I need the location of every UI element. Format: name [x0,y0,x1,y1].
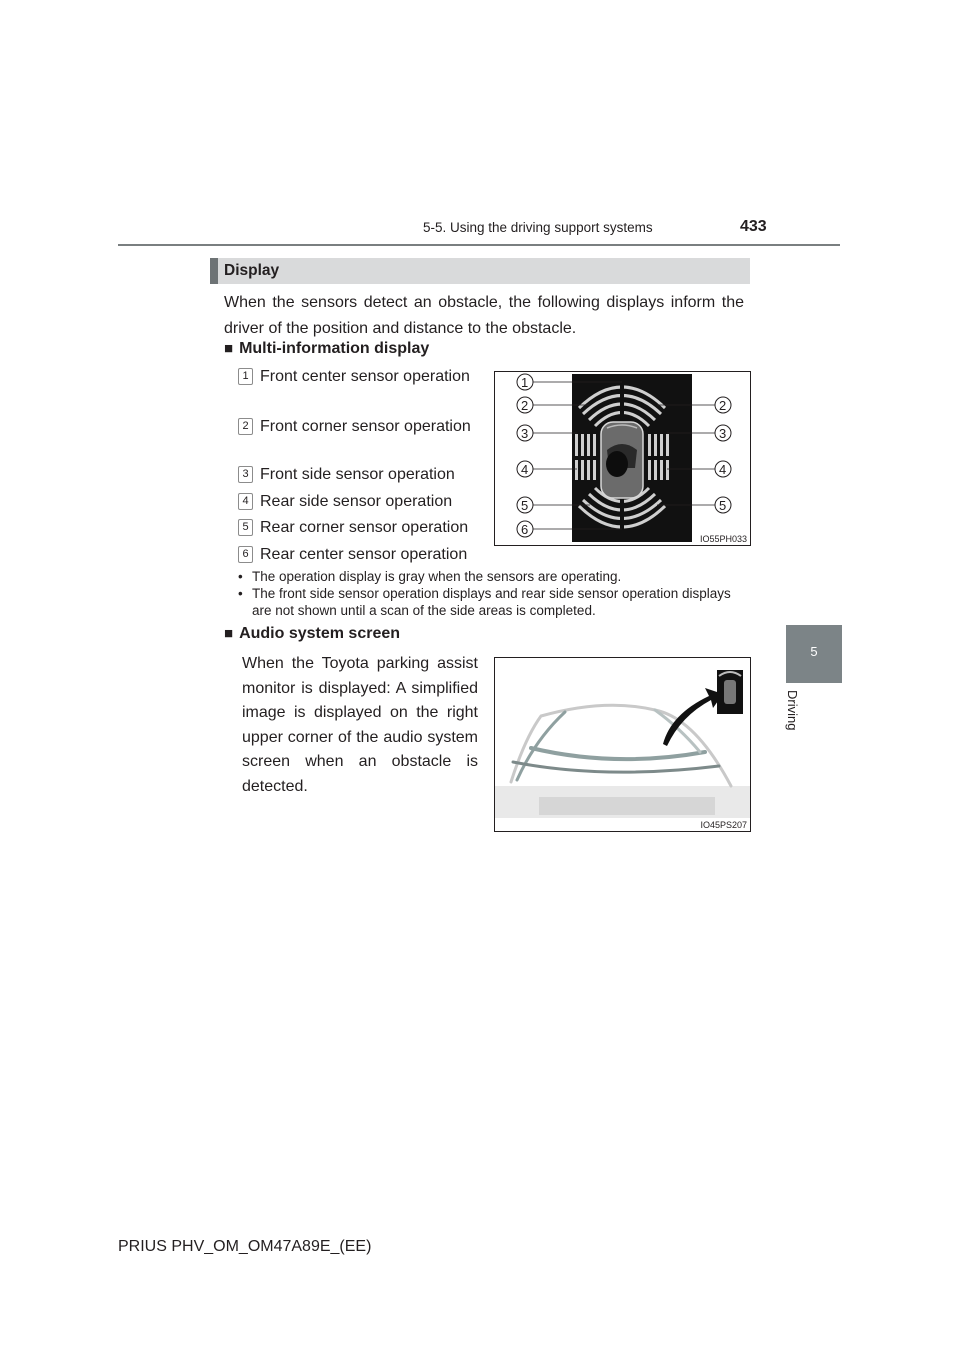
list-item-text: Rear side sensor operation [260,493,453,510]
callouts-left [517,374,533,537]
intro-paragraph: When the sensors detect an obstacle, the following displays inform the driver of the position and distance to the obstacle. [224,294,744,337]
list-item-text: Front side sensor operation [260,466,455,483]
list-item-text: Front corner sensor operation [260,418,471,435]
bullet-icon: • [238,586,243,601]
callout-label: 5 [521,498,529,513]
note-text: The front side sensor operation displays and rear side sensor operation displays are not shown until a scan of the side areas is completed. [252,586,731,618]
car-icon [601,422,643,498]
audio-screen-illustration [495,658,750,831]
multi-info-heading [224,340,429,358]
callout-label: 3 [521,426,529,441]
list-item [238,491,478,515]
callout-label: 4 [521,462,529,477]
section-heading [210,258,750,284]
running-header: 5-5. Using the driving support systems [423,220,653,235]
multi-info-heading-text: Multi-information display [239,340,430,357]
page-number: 433 [740,218,767,235]
sensor-display-illustration [495,372,750,545]
number-badge-icon: 5 [238,519,253,536]
number-badge-icon: 4 [238,493,253,510]
note-text: The operation display is gray when the sensors are operating. [252,569,622,584]
square-bullet-icon: ■ [224,340,234,357]
list-item-text: Front center sensor operation [260,368,470,385]
audio-figure [494,657,751,832]
bullet-icon: • [238,569,243,584]
list-item [238,464,478,488]
list-item-text: Rear center sensor operation [260,546,468,563]
number-badge-icon: 3 [238,466,253,483]
section-heading-text: Display [224,262,280,279]
callout-label: 5 [719,498,727,513]
square-bullet-icon: ■ [224,625,234,642]
list-item [238,544,478,568]
list-item-text: Rear corner sensor operation [260,519,469,536]
callout-label: 2 [521,398,529,413]
audio-heading [224,625,400,643]
audio-paragraph: When the Toyota parking assist monitor is displayed: A simplified image is displayed on the right upper corner of the audio system screen when an obstacle is detected. [242,655,478,795]
callout-label: 2 [719,398,727,413]
callout-label: 6 [521,522,529,537]
audio-heading-text: Audio system screen [239,625,401,642]
callout-label: 3 [719,426,727,441]
list-item [238,416,478,462]
callouts-right [715,397,731,513]
number-badge-icon: 6 [238,546,253,563]
screen-bottom-panel [539,797,715,815]
number-badge-icon: 1 [238,368,253,385]
list-item [238,517,478,541]
chapter-tab-number: 5 [810,644,818,659]
number-badge-icon: 2 [238,418,253,435]
mini-sensor-display-icon [717,670,743,714]
figure-code: IO55PH033 [699,534,747,544]
callout-label: 1 [521,375,529,390]
heading-accent [210,258,218,284]
header-divider [118,244,840,246]
list-item [238,366,478,412]
document-footer: PRIUS PHV_OM_OM47A89E_(EE) [118,1238,372,1255]
figure-code: IO45PS207 [700,820,747,830]
callout-label: 4 [719,462,727,477]
chapter-tab-label: Driving [785,690,800,731]
multi-info-figure [494,371,751,546]
